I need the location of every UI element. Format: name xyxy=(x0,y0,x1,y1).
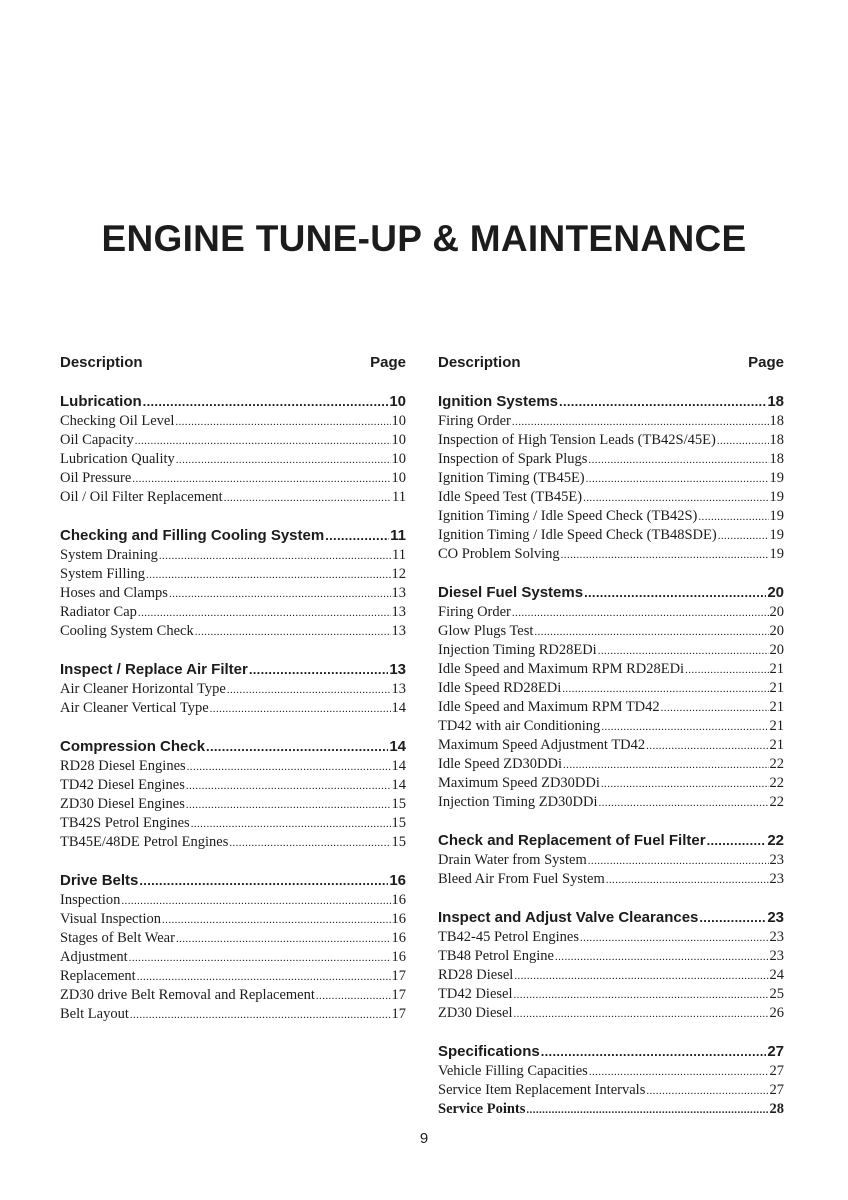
dot-leader xyxy=(584,583,766,603)
dot-leader xyxy=(137,968,391,987)
dot-leader xyxy=(588,451,768,470)
dot-leader xyxy=(191,815,391,834)
entry-title: Maximum Speed Adjustment TD42 xyxy=(438,737,646,753)
section-heading[interactable] xyxy=(438,392,784,412)
toc-entry[interactable] xyxy=(438,966,784,985)
section-page: 27 xyxy=(767,1043,784,1060)
entry-title: Idle Speed RD28EDi xyxy=(438,680,562,696)
section-heading[interactable] xyxy=(60,660,406,680)
entry-title: RD28 Diesel xyxy=(438,967,514,983)
entry-title: Bleed Air From Fuel System xyxy=(438,871,605,887)
entry-title: Replacement xyxy=(60,968,136,984)
toc-entry[interactable] xyxy=(60,1005,406,1024)
entry-title: Idle Speed Test (TB45E) xyxy=(438,489,583,505)
entry-page: 11 xyxy=(392,489,406,505)
dot-leader xyxy=(143,392,389,412)
entry-title: RD28 Diesel Engines xyxy=(60,758,186,774)
toc-entry[interactable] xyxy=(438,985,784,1004)
entry-page: 16 xyxy=(391,911,406,927)
section-heading[interactable] xyxy=(438,831,784,851)
entry-page: 20 xyxy=(769,623,784,639)
toc-entry[interactable] xyxy=(438,660,784,679)
entry-title: Service Item Replacement Intervals xyxy=(438,1082,646,1098)
dot-leader xyxy=(206,737,388,757)
toc-entry[interactable] xyxy=(60,776,406,795)
toc-entry[interactable] xyxy=(438,928,784,947)
entry-title: Stages of Belt Wear xyxy=(60,930,175,946)
dot-leader xyxy=(646,1082,768,1101)
dot-leader xyxy=(586,470,769,489)
toc-section xyxy=(438,392,784,564)
entry-title: Firing Order xyxy=(438,604,511,620)
entry-page: 23 xyxy=(769,852,784,868)
dot-leader xyxy=(698,508,768,527)
dot-leader xyxy=(129,949,391,968)
entry-title: Inspection xyxy=(60,892,121,908)
column-header-description: Description xyxy=(60,354,143,371)
toc-section xyxy=(438,908,784,1023)
entry-title: ZD30 Diesel Engines xyxy=(60,796,185,812)
dot-leader xyxy=(325,526,389,546)
dot-leader xyxy=(512,413,769,432)
toc-entry[interactable] xyxy=(60,431,406,450)
toc-entry[interactable] xyxy=(438,755,784,774)
toc-entry[interactable] xyxy=(60,584,406,603)
dot-leader xyxy=(601,718,768,737)
dot-leader xyxy=(646,737,768,756)
entry-title: Inspection of Spark Plugs xyxy=(438,451,588,467)
dot-leader xyxy=(138,604,391,623)
toc-entry[interactable] xyxy=(438,793,784,812)
dot-leader xyxy=(512,604,769,623)
dot-leader xyxy=(186,777,391,796)
entry-title: Idle Speed and Maximum RPM RD28EDi xyxy=(438,661,685,677)
dot-leader xyxy=(661,699,769,718)
section-heading[interactable] xyxy=(438,1042,784,1062)
entry-page: 22 xyxy=(769,775,784,791)
column-header-page: Page xyxy=(748,354,784,371)
section-title: Check and Replacement of Fuel Filter xyxy=(438,832,706,849)
entry-page: 10 xyxy=(391,432,406,448)
dot-leader xyxy=(526,1101,768,1120)
section-heading[interactable] xyxy=(60,871,406,891)
entry-page: 19 xyxy=(769,527,784,543)
dot-leader xyxy=(559,392,766,412)
entry-page: 23 xyxy=(769,871,784,887)
entry-page: 21 xyxy=(769,680,784,696)
toc-entry[interactable] xyxy=(438,698,784,717)
section-title: Lubrication xyxy=(60,393,142,410)
toc-entry[interactable] xyxy=(60,814,406,833)
toc-entry[interactable] xyxy=(438,1081,784,1100)
entry-page: 28 xyxy=(769,1101,784,1117)
toc-section xyxy=(60,660,406,718)
section-page: 20 xyxy=(767,584,784,601)
entry-page: 18 xyxy=(769,451,784,467)
toc-entry[interactable] xyxy=(60,929,406,948)
toc-column-right xyxy=(438,353,784,1119)
dot-leader xyxy=(227,681,391,700)
entry-title: Idle Speed and Maximum RPM TD42 xyxy=(438,699,660,715)
toc-entry[interactable] xyxy=(438,450,784,469)
dot-leader xyxy=(514,967,768,986)
dot-leader xyxy=(514,986,769,1005)
entry-title: System Filling xyxy=(60,566,146,582)
entry-page: 16 xyxy=(391,930,406,946)
dot-leader xyxy=(588,852,769,871)
entry-title: System Draining xyxy=(60,547,158,563)
toc-section xyxy=(438,1042,784,1119)
toc-entry[interactable] xyxy=(438,545,784,564)
toc-section xyxy=(438,583,784,812)
entry-page: 16 xyxy=(391,892,406,908)
entry-title: Air Cleaner Vertical Type xyxy=(60,700,209,716)
entry-title: Oil / Oil Filter Replacement xyxy=(60,489,223,505)
dot-leader xyxy=(176,930,391,949)
toc-entry[interactable] xyxy=(438,431,784,450)
column-header-description: Description xyxy=(438,354,521,371)
entry-page: 20 xyxy=(769,604,784,620)
entry-page: 21 xyxy=(769,661,784,677)
toc-section xyxy=(60,392,406,507)
section-title: Checking and Filling Cooling System xyxy=(60,527,325,544)
dot-leader xyxy=(699,908,766,928)
dot-leader xyxy=(685,661,768,680)
dot-leader xyxy=(195,623,391,642)
entry-title: Maximum Speed ZD30DDi xyxy=(438,775,600,791)
entry-title: TB48 Petrol Engine xyxy=(438,948,554,964)
dot-leader xyxy=(606,871,769,890)
entry-page: 13 xyxy=(391,604,406,620)
page-number: 9 xyxy=(419,1130,429,1147)
dot-leader xyxy=(162,911,390,930)
section-page: 10 xyxy=(389,393,406,410)
toc-entry[interactable] xyxy=(60,986,406,1005)
entry-page: 14 xyxy=(391,758,406,774)
section-page: 22 xyxy=(767,832,784,849)
toc-entry[interactable] xyxy=(60,488,406,507)
toc-entry[interactable] xyxy=(60,891,406,910)
entry-page: 15 xyxy=(391,834,406,850)
dot-leader xyxy=(718,527,769,546)
toc-entry[interactable] xyxy=(438,488,784,507)
toc-section xyxy=(60,737,406,852)
toc-entry[interactable] xyxy=(60,795,406,814)
entry-page: 18 xyxy=(769,432,784,448)
entry-page: 24 xyxy=(769,967,784,983)
toc-entry[interactable] xyxy=(60,833,406,852)
toc-entry[interactable] xyxy=(60,967,406,986)
toc-entry[interactable] xyxy=(60,469,406,488)
dot-leader xyxy=(555,948,769,967)
entry-page: 25 xyxy=(769,986,784,1002)
entry-title: ZD30 drive Belt Removal and Replacement xyxy=(60,987,315,1003)
dot-leader xyxy=(599,794,769,813)
entry-page: 10 xyxy=(391,451,406,467)
section-title: Compression Check xyxy=(60,738,206,755)
dot-leader xyxy=(175,413,390,432)
entry-page: 12 xyxy=(391,566,406,582)
toc-entry[interactable] xyxy=(438,851,784,870)
dot-leader xyxy=(541,1042,767,1062)
page-title: ENGINE TUNE-UP & MAINTENANCE xyxy=(101,218,747,259)
entry-title: Glow Plugs Test xyxy=(438,623,534,639)
entry-title: Oil Capacity xyxy=(60,432,134,448)
entry-title: Drain Water from System xyxy=(438,852,587,868)
dot-leader xyxy=(580,929,769,948)
dot-leader xyxy=(534,623,768,642)
entry-page: 26 xyxy=(769,1005,784,1021)
dot-leader xyxy=(249,660,388,680)
entry-title: TD42 Diesel xyxy=(438,986,513,1002)
toc-entry[interactable] xyxy=(60,910,406,929)
entry-title: TD42 Diesel Engines xyxy=(60,777,185,793)
entry-title: Injection Timing ZD30DDi xyxy=(438,794,598,810)
section-page: 16 xyxy=(389,872,406,889)
entry-page: 17 xyxy=(391,987,406,1003)
entry-page: 22 xyxy=(769,794,784,810)
toc-entry[interactable] xyxy=(60,546,406,565)
entry-title: Inspection of High Tension Leads (TB42S/45E) xyxy=(438,432,716,448)
entry-page: 21 xyxy=(769,699,784,715)
entry-page: 23 xyxy=(769,929,784,945)
entry-page: 22 xyxy=(769,756,784,772)
entry-title: Air Cleaner Horizontal Type xyxy=(60,681,226,697)
section-title: Inspect and Adjust Valve Clearances xyxy=(438,909,699,926)
entry-page: 19 xyxy=(769,508,784,524)
section-title: Drive Belts xyxy=(60,872,139,889)
toc-entry[interactable] xyxy=(60,450,406,469)
toc-entry[interactable] xyxy=(438,412,784,431)
entry-title: TB45E/48DE Petrol Engines xyxy=(60,834,229,850)
dot-leader xyxy=(514,1005,769,1024)
entry-page: 11 xyxy=(392,547,406,563)
dot-leader xyxy=(717,432,769,451)
entry-title: Injection Timing RD28EDi xyxy=(438,642,597,658)
section-title: Inspect / Replace Air Filter xyxy=(60,661,248,678)
section-title: Diesel Fuel Systems xyxy=(438,584,584,601)
entry-title: TB42S Petrol Engines xyxy=(60,815,190,831)
entry-title: TB42-45 Petrol Engines xyxy=(438,929,579,945)
toc-entry[interactable] xyxy=(438,1004,784,1023)
entry-page: 27 xyxy=(769,1082,784,1098)
toc-entry[interactable] xyxy=(438,947,784,966)
section-page: 23 xyxy=(767,909,784,926)
dot-leader xyxy=(132,470,390,489)
entry-page: 21 xyxy=(769,718,784,734)
dot-leader xyxy=(159,547,391,566)
entry-page: 13 xyxy=(391,623,406,639)
entry-title: Vehicle Filling Capacities xyxy=(438,1063,588,1079)
entry-page: 19 xyxy=(769,546,784,562)
dot-leader xyxy=(562,680,768,699)
column-header xyxy=(60,353,406,373)
toc-entry[interactable] xyxy=(438,774,784,793)
dot-leader xyxy=(186,796,391,815)
entry-page: 10 xyxy=(391,470,406,486)
entry-page: 27 xyxy=(769,1063,784,1079)
entry-title: Checking Oil Level xyxy=(60,413,175,429)
dot-leader xyxy=(601,775,769,794)
column-header-page: Page xyxy=(370,354,406,371)
section-page: 14 xyxy=(389,738,406,755)
entry-title: Ignition Timing / Idle Speed Check (TB42S) xyxy=(438,508,698,524)
entry-title: Visual Inspection xyxy=(60,911,162,927)
toc-entry[interactable] xyxy=(60,412,406,431)
toc-entry[interactable] xyxy=(438,526,784,545)
toc-entry[interactable] xyxy=(438,679,784,698)
toc-entry[interactable] xyxy=(438,507,784,526)
entry-title: Ignition Timing (TB45E) xyxy=(438,470,585,486)
section-page: 11 xyxy=(390,527,406,544)
entry-title: Lubrication Quality xyxy=(60,451,175,467)
toc-entry[interactable] xyxy=(438,736,784,755)
toc-entry[interactable] xyxy=(438,717,784,736)
entry-title: Cooling System Check xyxy=(60,623,194,639)
entry-title: Belt Layout xyxy=(60,1006,129,1022)
toc-entry[interactable] xyxy=(438,870,784,889)
toc-entry[interactable] xyxy=(438,622,784,641)
entry-page: 13 xyxy=(391,585,406,601)
dot-leader xyxy=(224,489,391,508)
entry-page: 20 xyxy=(769,642,784,658)
toc-entry[interactable] xyxy=(438,1062,784,1081)
entry-page: 21 xyxy=(769,737,784,753)
dot-leader xyxy=(583,489,768,508)
toc-entry[interactable] xyxy=(438,641,784,660)
entry-page: 14 xyxy=(391,777,406,793)
section-page: 18 xyxy=(767,393,784,410)
toc-entry[interactable] xyxy=(60,622,406,641)
toc-section xyxy=(60,871,406,1024)
entry-title: Oil Pressure xyxy=(60,470,132,486)
entry-page: 17 xyxy=(391,968,406,984)
toc-entry[interactable] xyxy=(60,603,406,622)
section-page: 13 xyxy=(389,661,406,678)
dot-leader xyxy=(229,834,390,853)
toc-section xyxy=(438,831,784,889)
dot-leader xyxy=(169,585,391,604)
column-header xyxy=(438,353,784,373)
toc-entry[interactable] xyxy=(60,757,406,776)
entry-title: Idle Speed ZD30DDi xyxy=(438,756,563,772)
entry-title: Firing Order xyxy=(438,413,511,429)
toc-entry[interactable] xyxy=(438,603,784,622)
entry-page: 13 xyxy=(391,681,406,697)
dot-leader xyxy=(146,566,390,585)
dot-leader xyxy=(130,1006,391,1025)
section-heading[interactable] xyxy=(438,583,784,603)
toc-entry[interactable] xyxy=(60,699,406,718)
dot-leader xyxy=(316,987,391,1006)
entry-page: 19 xyxy=(769,470,784,486)
toc-entry[interactable] xyxy=(60,565,406,584)
dot-leader xyxy=(187,758,391,777)
entry-title: CO Problem Solving xyxy=(438,546,560,562)
entry-title: Service Points xyxy=(438,1101,526,1117)
section-heading[interactable] xyxy=(438,908,784,928)
entry-page: 15 xyxy=(391,815,406,831)
entry-page: 18 xyxy=(769,413,784,429)
dot-leader xyxy=(589,1063,769,1082)
dot-leader xyxy=(707,831,767,851)
section-heading[interactable] xyxy=(60,737,406,757)
toc-entry[interactable] xyxy=(438,469,784,488)
dot-leader xyxy=(135,432,391,451)
dot-leader xyxy=(210,700,391,719)
entry-page: 15 xyxy=(391,796,406,812)
section-heading[interactable] xyxy=(60,392,406,412)
entry-title: Ignition Timing / Idle Speed Check (TB48SDE) xyxy=(438,527,717,543)
section-title: Specifications xyxy=(438,1043,540,1060)
entry-title: TD42 with air Conditioning xyxy=(438,718,601,734)
entry-page: 16 xyxy=(391,949,406,965)
section-title: Ignition Systems xyxy=(438,393,559,410)
dot-leader xyxy=(561,546,769,565)
entry-page: 14 xyxy=(391,700,406,716)
dot-leader xyxy=(563,756,768,775)
toc-section xyxy=(60,526,406,641)
entry-title: Radiator Cap xyxy=(60,604,137,620)
dot-leader xyxy=(176,451,391,470)
toc-entry[interactable] xyxy=(60,680,406,699)
toc-column-left xyxy=(60,353,406,1024)
entry-title: ZD30 Diesel xyxy=(438,1005,513,1021)
dot-leader xyxy=(598,642,769,661)
entry-page: 17 xyxy=(391,1006,406,1022)
entry-title: Adjustment xyxy=(60,949,128,965)
dot-leader xyxy=(121,892,390,911)
entry-page: 19 xyxy=(769,489,784,505)
toc-entry[interactable] xyxy=(438,1100,784,1119)
entry-page: 10 xyxy=(391,413,406,429)
entry-page: 23 xyxy=(769,948,784,964)
dot-leader xyxy=(139,871,388,891)
entry-title: Hoses and Clamps xyxy=(60,585,168,601)
toc-entry[interactable] xyxy=(60,948,406,967)
section-heading[interactable] xyxy=(60,526,406,546)
